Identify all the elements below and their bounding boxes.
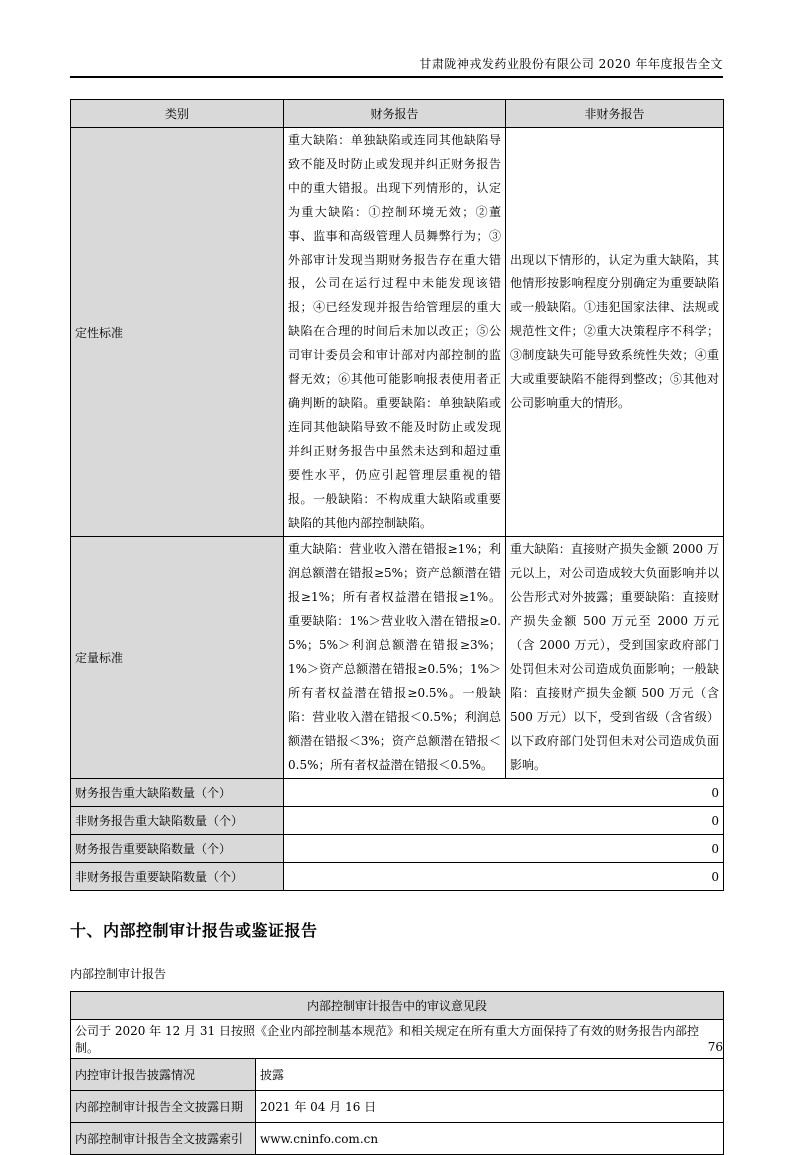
disclosure-date-label: 内部控制审计报告全文披露日期: [71, 1091, 256, 1123]
disclosure-status-value: 披露: [256, 1059, 724, 1091]
header-cell-financial-report: 财务报告: [284, 100, 506, 128]
count-row-value: 0: [284, 863, 724, 891]
header-cell-category: 类别: [71, 100, 284, 128]
count-row-label: 财务报告重大缺陷数量（个）: [71, 779, 284, 807]
header-cell-non-financial-report: 非财务报告: [506, 100, 724, 128]
quantitative-non-financial-text: 重大缺陷：直接财产损失金额 2000 万元以上，对公司造成较大负面影响并以公告形式对外披露；重要缺陷：直接财产损失金额 500 万元至 2000 万元（含 2000 万元），受到国家政府部门处罚但未对公司造成负面影响；一般缺陷：直接财产损失金额 500 万元（含 500 万元）以下，受到省级（含省级）以下政府部门处罚但未对公司造成负面影响。: [506, 537, 724, 779]
disclosure-index-row: [71, 1123, 724, 1155]
audit-table-header-row: [71, 992, 724, 1020]
count-row-value: 0: [284, 779, 724, 807]
audit-opinion-text: 公司于 2020 年 12 月 31 日按照《企业内部控制基本规范》和相关规定在所有重大方面保持了有效的财务报告内部控制。: [71, 1020, 724, 1059]
section-subtitle: 内部控制审计报告: [70, 967, 167, 982]
quantitative-row-label: 定量标准: [71, 537, 284, 779]
qualitative-row-label: 定性标准: [71, 128, 284, 537]
count-row-value: 0: [284, 835, 724, 863]
defect-criteria-table: [70, 99, 724, 891]
qualitative-financial-text: 重大缺陷：单独缺陷或连同其他缺陷导致不能及时防止或发现并纠正财务报告中的重大错报。出现下列情形的，认定为重大缺陷：①控制环境无效；②董事、监事和高级管理人员舞弊行为；③外部审计发现当期财务报告存在重大错报，公司在运行过程中未能发现该错报；④已经发现并报告给管理层的重大缺陷在合理的时间后未加以改正；⑤公司审计委员会和审计部对内部控制的监督无效；⑥其他可能影响报表使用者正确判断的缺陷。重要缺陷：单独缺陷或连同其他缺陷导致不能及时防止或发现并纠正财务报告中虽然未达到和超过重要性水平，仍应引起管理层重视的错报。一般缺陷：不构成重大缺陷或重要缺陷的其他内部控制缺陷。: [284, 128, 506, 537]
count-row-value: 0: [284, 807, 724, 835]
non-financial-major-defect-count-row: [71, 807, 724, 835]
defect-table-header-row: [71, 100, 724, 128]
audit-report-table: [70, 991, 724, 1155]
disclosure-index-label: 内部控制审计报告全文披露索引: [71, 1123, 256, 1155]
section-title: 十、内部控制审计报告或鉴证报告: [70, 921, 318, 941]
disclosure-status-label: 内控审计报告披露情况: [71, 1059, 256, 1091]
qualitative-criteria-row: [71, 128, 724, 537]
disclosure-status-row: [71, 1059, 724, 1091]
header-rule-divider: [70, 76, 723, 78]
count-row-label: 非财务报告重要缺陷数量（个）: [71, 863, 284, 891]
disclosure-url: www.cninfo.com.cn: [256, 1123, 724, 1155]
quantitative-financial-text: 重大缺陷：营业收入潜在错报≥1%；利润总额潜在错报≥5%；资产总额潜在错报≥1%；所有者权益潜在错报≥1%。重要缺陷：1%＞营业收入潜在错报≥0.5%；5%＞利润总额潜在错报≥3%；1%＞资产总额潜在错报≥0.5%；1%＞所有者权益潜在错报≥0.5%。一般缺陷：营业收入潜在错报＜0.5%；利润总额潜在错报＜3%；资产总额潜在错报＜0.5%；所有者权益潜在错报＜0.5%。: [284, 537, 506, 779]
disclosure-date-value: 2021 年 04 月 16 日: [256, 1091, 724, 1123]
count-row-label: 非财务报告重大缺陷数量（个）: [71, 807, 284, 835]
count-row-label: 财务报告重要缺陷数量（个）: [71, 835, 284, 863]
page-number: 76: [707, 1040, 723, 1054]
disclosure-date-row: [71, 1091, 724, 1123]
audit-table-header-cell: 内部控制审计报告中的审议意见段: [71, 992, 724, 1020]
page-header-text: 甘肃陇神戎发药业股份有限公司 2020 年年度报告全文: [419, 57, 723, 71]
qualitative-non-financial-text: 出现以下情形的，认定为重大缺陷，其他情形按影响程度分别确定为重要缺陷或一般缺陷。①违犯国家法律、法规或规范性文件；②重大决策程序不科学；③制度缺失可能导致系统性失效；④重大或重要缺陷不能得到整改；⑤其他对公司影响重大的情形。: [506, 128, 724, 537]
financial-important-defect-count-row: [71, 835, 724, 863]
non-financial-important-defect-count-row: [71, 863, 724, 891]
financial-major-defect-count-row: [71, 779, 724, 807]
quantitative-criteria-row: [71, 537, 724, 779]
page-content: [70, 0, 723, 1155]
